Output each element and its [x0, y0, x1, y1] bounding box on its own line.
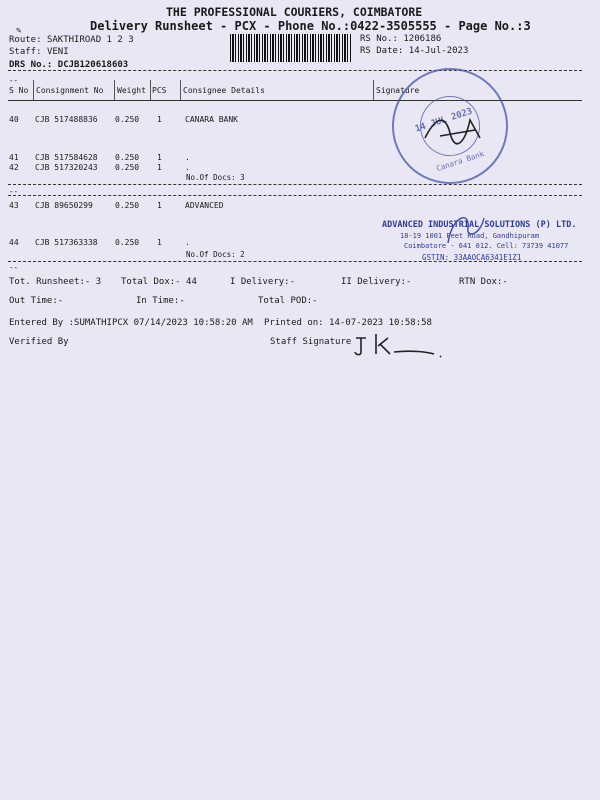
row-sno: 44 — [9, 238, 19, 247]
signature-icon — [440, 208, 490, 248]
divider — [8, 195, 582, 196]
row-pcs: 1 — [157, 163, 162, 172]
col-pcs: PCS — [152, 86, 167, 95]
company-title: THE PROFESSIONAL COURIERS, COIMBATORE — [166, 5, 423, 19]
dash-marker: -- — [9, 76, 19, 85]
staff-signature-icon — [352, 330, 447, 360]
staff-value: VENI — [46, 47, 69, 57]
col-consignment: Consignment No — [36, 86, 104, 95]
row-weight: 0.250 — [115, 163, 140, 172]
out-time: Out Time:- — [9, 296, 64, 306]
staff-signature-label: Staff Signature — [270, 337, 352, 347]
row-consignment: CJB 89650299 — [35, 201, 93, 210]
col-signature: Signature — [376, 86, 420, 95]
route-label: Route: — [9, 35, 42, 45]
row-consignment: CJB 517584628 — [35, 153, 98, 162]
row-weight: 0.250 — [115, 201, 140, 210]
row-pcs: 1 — [157, 238, 162, 247]
col-sep — [114, 80, 115, 100]
row-consignment: CJB 517488836 — [35, 115, 98, 124]
rs-date-label: RS Date: — [360, 46, 404, 56]
col-sep — [373, 80, 374, 100]
ii-delivery: II Delivery:- — [341, 277, 412, 287]
col-sno: S No — [9, 86, 29, 95]
divider — [8, 184, 582, 185]
row-pcs: 1 — [157, 115, 162, 124]
total-pod: Total POD:- — [258, 296, 318, 306]
row-sno: 42 — [9, 163, 19, 172]
staff-line — [9, 47, 69, 57]
rs-no-label: RS No.: — [360, 34, 398, 44]
row-consignee: ADVANCED — [185, 201, 224, 210]
tot-runsheet: Tot. Runsheet:- 3 — [9, 277, 102, 287]
stamp-round-name: Canara Bank — [435, 149, 486, 174]
row-weight: 0.250 — [115, 238, 140, 247]
staff-label: Staff: — [9, 47, 42, 57]
drs-line — [9, 60, 128, 70]
company-stamp-gstin: GSTIN: 33AAOCA6341E1Z1 — [422, 253, 522, 262]
verified-by: Verified By — [9, 337, 69, 347]
docs-count-group1: No.Of Docs: 3 — [186, 173, 245, 182]
total-dox: Total Dox:- 44 — [121, 277, 197, 287]
divider — [8, 70, 582, 71]
company-stamp-address2: Coimbatore - 641 012. Cell: 73739 41077 — [404, 242, 569, 250]
rtn-dox: RTN Dox:- — [459, 277, 508, 287]
printed-on: Printed on: 14-07-2023 10:58:58 — [264, 318, 432, 328]
row-pcs: 1 — [157, 153, 162, 162]
signature-icon — [420, 108, 490, 148]
col-sep — [180, 80, 181, 100]
barcode-icon — [230, 34, 352, 62]
company-stamp-address1: 18-19 1001 Feet Road, Gandhipuram — [400, 232, 540, 240]
runsheet-subtitle: Delivery Runsheet - PCX - Phone No.:0422-3505555 - Page No.:3 — [90, 19, 531, 33]
col-sep — [150, 80, 151, 100]
docs-count-group2: No.Of Docs: 2 — [186, 250, 245, 259]
rs-no-line — [360, 34, 441, 44]
rs-no-value: 1206186 — [403, 34, 442, 44]
route-line — [9, 35, 134, 45]
row-sno: 40 — [9, 115, 19, 124]
col-sep — [33, 80, 34, 100]
stamp-round-date: 14 JUL 2023 — [413, 106, 474, 135]
col-weight: Weight — [117, 86, 146, 95]
row-consignee: . — [185, 153, 190, 162]
row-sno: 41 — [9, 153, 19, 162]
row-weight: 0.250 — [115, 115, 140, 124]
row-consignee: . — [185, 238, 190, 247]
row-consignee: CANARA BANK — [185, 115, 238, 124]
row-pcs: 1 — [157, 201, 162, 210]
rs-date-line — [360, 46, 468, 56]
company-stamp-name: ADVANCED INDUSTRIAL SOLUTIONS (P) LTD. — [382, 220, 577, 230]
rs-date-value: 14-Jul-2023 — [408, 46, 469, 56]
corner-mark-icon: ✎ — [16, 26, 22, 36]
row-consignment: CJB 517363338 — [35, 238, 98, 247]
row-sno: 43 — [9, 201, 19, 210]
dash-marker: -- — [9, 187, 19, 196]
col-consignee: Consignee Details — [183, 86, 265, 95]
dash-marker: -- — [9, 263, 19, 272]
row-consignee: . — [185, 163, 190, 172]
entered-by: Entered By :SUMATHIPCX 07/14/2023 10:58:20 AM — [9, 318, 253, 328]
drs-label: DRS No.: — [9, 60, 53, 70]
i-delivery: I Delivery:- — [230, 277, 296, 287]
in-time: In Time:- — [136, 296, 185, 306]
route-value: SAKTHIROAD 1 2 3 — [46, 35, 134, 45]
row-consignment: CJB 517320243 — [35, 163, 98, 172]
drs-value: DCJB120618603 — [57, 60, 129, 70]
row-weight: 0.250 — [115, 153, 140, 162]
